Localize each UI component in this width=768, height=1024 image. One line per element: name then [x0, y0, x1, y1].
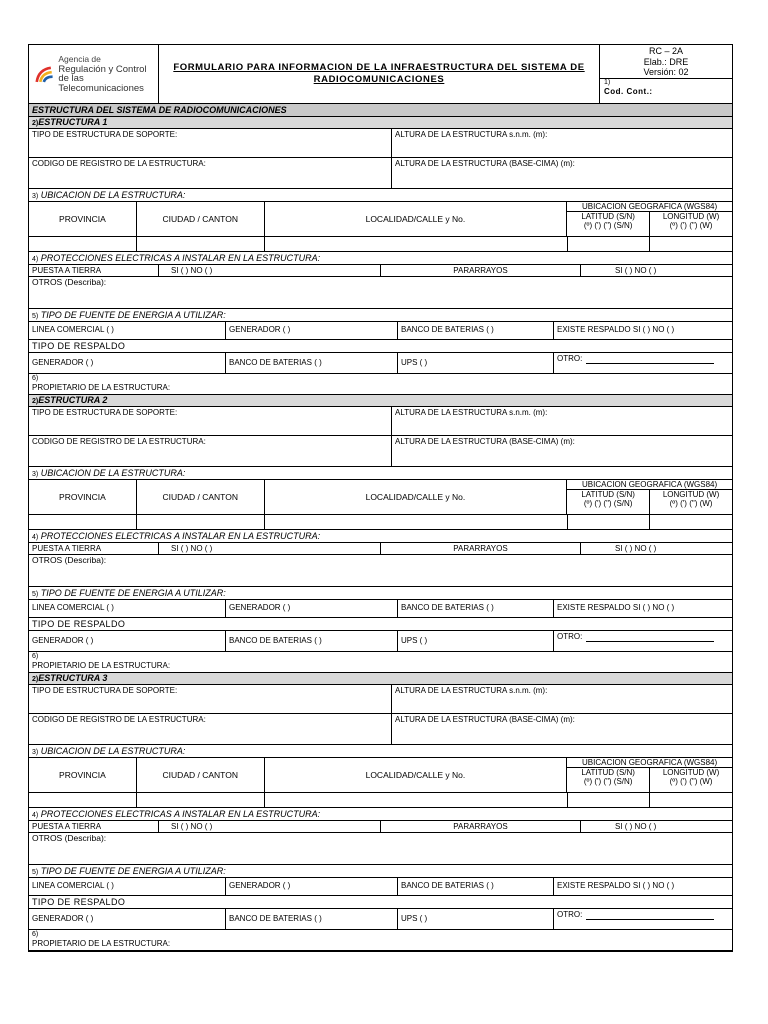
provincia-input[interactable] — [29, 793, 137, 807]
estructura-block-2 — [29, 395, 732, 673]
otros-field[interactable]: OTROS (Describa): — [29, 555, 732, 587]
linea-comercial-option[interactable]: LINEA COMERCIAL ( ) — [29, 322, 226, 339]
generador-primary-option[interactable]: GENERADOR ( ) — [226, 322, 398, 339]
banco-baterias-respaldo-option[interactable]: BANCO DE BATERIAS ( ) — [226, 631, 398, 651]
cod-num: 1) — [604, 79, 611, 86]
otro-field[interactable]: OTRO: — [554, 909, 732, 929]
longitud-label: LONGITUD (W) (º) (') (") (W) — [662, 212, 720, 230]
altura-snm-field[interactable]: ALTURA DE LA ESTRUCTURA s.n.m. (m): — [395, 686, 548, 695]
pararrayos-label: PARARRAYOS — [381, 821, 581, 832]
codigo-altura-row — [29, 714, 732, 745]
ubicacion-input-row — [29, 793, 732, 808]
latitud-input[interactable] — [568, 793, 650, 807]
pararrayos-options[interactable]: SI ( ) NO ( ) — [615, 266, 657, 275]
banco-baterias-respaldo-option[interactable]: BANCO DE BATERIAS ( ) — [226, 353, 398, 373]
protecciones-header: 4) PROTECCIONES ELECTRICAS A INSTALAR EN LA ESTRUCTURA: — [29, 808, 732, 821]
ciudad-label: CIUDAD / CANTON — [137, 202, 265, 236]
propietario-field[interactable]: 6) PROPIETARIO DE LA ESTRUCTURA: — [29, 930, 732, 951]
puesta-tierra-options[interactable]: SI ( ) NO ( ) — [159, 265, 381, 276]
otros-field[interactable]: OTROS (Describa): — [29, 833, 732, 865]
tipo-altura-row — [29, 685, 732, 714]
form-code: RC – 2A — [648, 46, 683, 56]
puesta-tierra-label: PUESTA A TIERRA — [29, 543, 159, 554]
respaldo-row — [29, 909, 732, 930]
ciudad-label: CIUDAD / CANTON — [137, 758, 265, 792]
puesta-tierra-options[interactable]: SI ( ) NO ( ) — [159, 821, 381, 832]
pararrayos-options[interactable]: SI ( ) NO ( ) — [615, 822, 657, 831]
respaldo-row — [29, 353, 732, 374]
codigo-registro-field[interactable]: CODIGO DE REGISTRO DE LA ESTRUCTURA: — [29, 714, 392, 744]
ubicacion-header: 3) UBICACION DE LA ESTRUCTURA: — [29, 189, 732, 202]
fuente-header: 5) TIPO DE FUENTE DE ENERGIA A UTILIZAR: — [29, 309, 732, 322]
generador-respaldo-option[interactable]: GENERADOR ( ) — [29, 353, 226, 373]
protecciones-header: 4) PROTECCIONES ELECTRICAS A INSTALAR EN LA ESTRUCTURA: — [29, 530, 732, 543]
existe-respaldo-option[interactable]: EXISTE RESPALDO SI ( ) NO ( ) — [557, 603, 675, 612]
estructura-name-1: ESTRUCTURA 1 — [38, 117, 108, 127]
ciudad-label: CIUDAD / CANTON — [137, 480, 265, 514]
codigo-altura-row — [29, 436, 732, 467]
geo-header — [567, 480, 732, 514]
longitud-label: LONGITUD (W) (º) (') (") (W) — [662, 768, 720, 786]
estructura-header: 2)ESTRUCTURA 1 — [29, 117, 732, 129]
otro-field[interactable]: OTRO: — [554, 631, 732, 651]
estructura-block-1 — [29, 117, 732, 395]
ups-option[interactable]: UPS ( ) — [398, 631, 554, 651]
existe-respaldo-option[interactable]: EXISTE RESPALDO SI ( ) NO ( ) — [557, 325, 675, 334]
provincia-label: PROVINCIA — [29, 480, 137, 514]
otros-field[interactable]: OTROS (Describa): — [29, 277, 732, 309]
provincia-input[interactable] — [29, 515, 137, 529]
protecciones-header: 4) PROTECCIONES ELECTRICAS A INSTALAR EN LA ESTRUCTURA: — [29, 252, 732, 265]
ciudad-input[interactable] — [137, 793, 265, 807]
respaldo-row — [29, 631, 732, 652]
latitud-label: LATITUD (S/N) (º) (') (") (S/N) — [567, 490, 650, 514]
fuente-header: 5) TIPO DE FUENTE DE ENERGIA A UTILIZAR: — [29, 865, 732, 878]
banco-baterias-primary-option[interactable]: BANCO DE BATERIAS ( ) — [398, 600, 554, 617]
ups-option[interactable]: UPS ( ) — [398, 353, 554, 373]
ubicacion-table-header — [29, 480, 732, 515]
latitud-input[interactable] — [568, 515, 650, 529]
form-version: Versión: 02 — [643, 67, 689, 77]
fuente-row — [29, 322, 732, 340]
banco-baterias-respaldo-option[interactable]: BANCO DE BATERIAS ( ) — [226, 909, 398, 929]
altura-base-field[interactable]: ALTURA DE LA ESTRUCTURA (BASE-CIMA) (m): — [395, 159, 575, 168]
ubicacion-header: 3) UBICACION DE LA ESTRUCTURA: — [29, 467, 732, 480]
latitud-label: LATITUD (S/N) (º) (') (") (S/N) — [567, 768, 650, 792]
puesta-tierra-options[interactable]: SI ( ) NO ( ) — [159, 543, 381, 554]
ciudad-input[interactable] — [137, 515, 265, 529]
localidad-label: LOCALIDAD/CALLE y No. — [265, 758, 568, 792]
codigo-registro-field[interactable]: CODIGO DE REGISTRO DE LA ESTRUCTURA: — [29, 158, 392, 188]
estructura-name-2: ESTRUCTURA 2 — [38, 395, 108, 405]
provincia-input[interactable] — [29, 237, 137, 251]
linea-comercial-option[interactable]: LINEA COMERCIAL ( ) — [29, 878, 226, 895]
longitud-input[interactable] — [650, 515, 732, 529]
fuente-row — [29, 878, 732, 896]
cod-cont-field[interactable]: Cod. Cont.: — [604, 87, 653, 96]
ubicacion-input-row — [29, 237, 732, 252]
linea-comercial-option[interactable]: LINEA COMERCIAL ( ) — [29, 600, 226, 617]
longitud-label: LONGITUD (W) (º) (') (") (W) — [662, 490, 720, 508]
altura-snm-field[interactable]: ALTURA DE LA ESTRUCTURA s.n.m. (m): — [395, 130, 548, 139]
fuente-row — [29, 600, 732, 618]
geo-label: UBICACION GEOGRAFICA (WGS84) — [567, 202, 732, 212]
ubicacion-table-header — [29, 758, 732, 793]
puesta-tierra-label: PUESTA A TIERRA — [29, 265, 159, 276]
estructura-header: 2)ESTRUCTURA 3 — [29, 673, 732, 685]
tipo-estructura-field[interactable]: TIPO DE ESTRUCTURA DE SOPORTE: — [29, 407, 392, 435]
estructura-block-3 — [29, 673, 732, 951]
otro-field[interactable]: OTRO: — [554, 353, 732, 373]
tipo-estructura-field[interactable]: TIPO DE ESTRUCTURA DE SOPORTE: — [29, 685, 392, 713]
geo-header — [567, 202, 732, 236]
codigo-registro-field[interactable]: CODIGO DE REGISTRO DE LA ESTRUCTURA: — [29, 436, 392, 466]
tipo-respaldo-label: TIPO DE RESPALDO — [29, 618, 732, 631]
ubicacion-input-row — [29, 515, 732, 530]
tipo-estructura-field[interactable]: TIPO DE ESTRUCTURA DE SOPORTE: — [29, 129, 392, 157]
tipo-altura-row — [29, 407, 732, 436]
protecciones-row — [29, 265, 732, 277]
form-elab: Elab.: DRE — [643, 56, 689, 67]
tipo-altura-row — [29, 129, 732, 158]
generador-respaldo-option[interactable]: GENERADOR ( ) — [29, 631, 226, 651]
geo-label: UBICACION GEOGRAFICA (WGS84) — [567, 758, 732, 768]
provincia-label: PROVINCIA — [29, 202, 137, 236]
propietario-field[interactable]: 6) PROPIETARIO DE LA ESTRUCTURA: — [29, 374, 732, 395]
longitud-input[interactable] — [650, 793, 732, 807]
localidad-input[interactable] — [265, 515, 568, 529]
localidad-label: LOCALIDAD/CALLE y No. — [265, 480, 568, 514]
estructura-name-3: ESTRUCTURA 3 — [38, 673, 108, 683]
banco-baterias-primary-option[interactable]: BANCO DE BATERIAS ( ) — [398, 878, 554, 895]
pararrayos-label: PARARRAYOS — [381, 265, 581, 276]
altura-base-field[interactable]: ALTURA DE LA ESTRUCTURA (BASE-CIMA) (m): — [395, 715, 575, 724]
puesta-tierra-label: PUESTA A TIERRA — [29, 821, 159, 832]
localidad-label: LOCALIDAD/CALLE y No. — [265, 202, 568, 236]
form-header — [29, 45, 732, 104]
altura-base-field[interactable]: ALTURA DE LA ESTRUCTURA (BASE-CIMA) (m): — [395, 437, 575, 446]
altura-snm-field[interactable]: ALTURA DE LA ESTRUCTURA s.n.m. (m): — [395, 408, 548, 417]
agency-logo-icon — [35, 63, 54, 85]
protecciones-row — [29, 821, 732, 833]
section-title: ESTRUCTURA DEL SISTEMA DE RADIOCOMUNICACIONES — [29, 104, 732, 117]
propietario-field[interactable]: 6) PROPIETARIO DE LA ESTRUCTURA: — [29, 652, 732, 673]
generador-respaldo-option[interactable]: GENERADOR ( ) — [29, 909, 226, 929]
pararrayos-label: PARARRAYOS — [381, 543, 581, 554]
infrastructure-form — [28, 44, 733, 952]
provincia-label: PROVINCIA — [29, 758, 137, 792]
longitud-input[interactable] — [650, 237, 732, 251]
pararrayos-options[interactable]: SI ( ) NO ( ) — [615, 544, 657, 553]
geo-label: UBICACION GEOGRAFICA (WGS84) — [567, 480, 732, 490]
ubicacion-table-header — [29, 202, 732, 237]
codigo-altura-row — [29, 158, 732, 189]
geo-header — [567, 758, 732, 792]
logo-line-2: Regulación y Control — [58, 63, 147, 75]
tipo-respaldo-label: TIPO DE RESPALDO — [29, 896, 732, 909]
ubicacion-header: 3) UBICACION DE LA ESTRUCTURA: — [29, 745, 732, 758]
existe-respaldo-option[interactable]: EXISTE RESPALDO SI ( ) NO ( ) — [557, 881, 675, 890]
form-title: FORMULARIO PARA INFORMACION DE LA INFRAESTRUCTURA DEL SISTEMA DE RADIOCOMUNICACIONES — [173, 62, 585, 85]
fuente-header: 5) TIPO DE FUENTE DE ENERGIA A UTILIZAR: — [29, 587, 732, 600]
ciudad-input[interactable] — [137, 237, 265, 251]
logo-text — [58, 55, 158, 93]
tipo-respaldo-label: TIPO DE RESPALDO — [29, 340, 732, 353]
localidad-input[interactable] — [265, 793, 568, 807]
latitud-input[interactable] — [568, 237, 650, 251]
protecciones-row — [29, 543, 732, 555]
agency-logo — [29, 45, 159, 103]
form-meta — [599, 45, 732, 103]
banco-baterias-primary-option[interactable]: BANCO DE BATERIAS ( ) — [398, 322, 554, 339]
ups-option[interactable]: UPS ( ) — [398, 909, 554, 929]
estructura-header: 2)ESTRUCTURA 2 — [29, 395, 732, 407]
localidad-input[interactable] — [265, 237, 568, 251]
logo-line-3: de las Telecomunicaciones — [58, 73, 144, 94]
latitud-label: LATITUD (S/N) (º) (') (") (S/N) — [567, 212, 650, 236]
generador-primary-option[interactable]: GENERADOR ( ) — [226, 878, 398, 895]
logo-line-1: Agencia de — [58, 54, 101, 64]
generador-primary-option[interactable]: GENERADOR ( ) — [226, 600, 398, 617]
